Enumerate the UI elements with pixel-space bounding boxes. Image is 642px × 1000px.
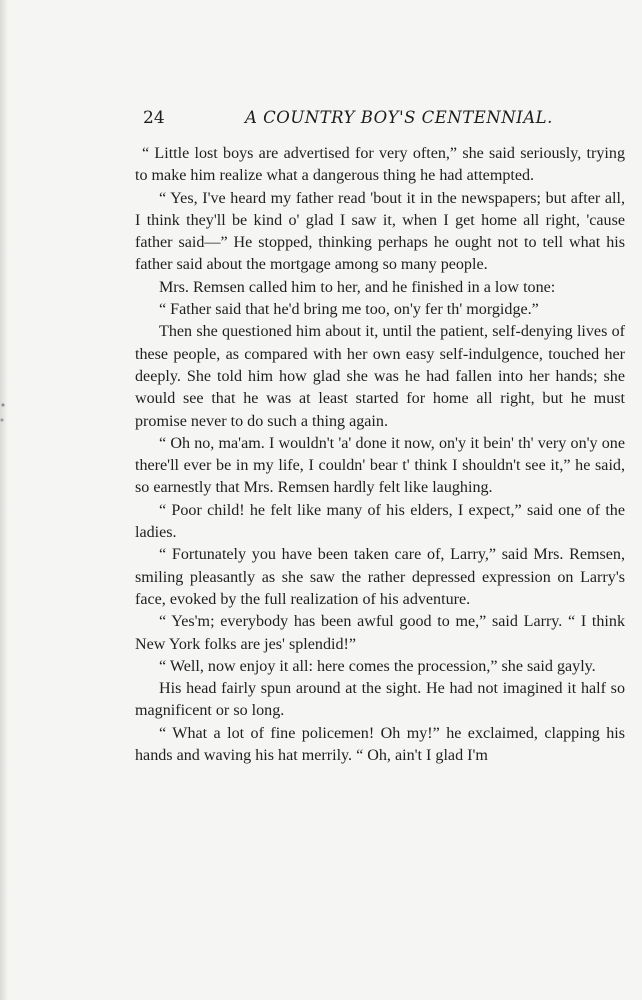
paragraph: Mrs. Remsen called him to her, and he finished in a low tone: <box>159 278 556 296</box>
page-header <box>143 106 553 134</box>
page-number: 24 <box>143 108 165 128</box>
paragraph: “ Fortunately you have been taken care of, Larry,” said Mrs. Remsen, smiling pleasantly as she saw the rather depressed expression on Larry's face, evoked by the full realization of his adventure. <box>135 546 625 608</box>
paragraph: “ Poor child! he felt like many of his elders, I expect,” said one of the ladies. <box>135 501 625 542</box>
paper-specks <box>0 395 6 435</box>
paragraph: “ What a lot of fine policemen! Oh my!” he exclaimed, clapping his hands and waving his hat merrily. “ Oh, ain't I glad I'm <box>135 724 625 765</box>
running-title: A COUNTRY BOY'S CENTENNIAL. <box>245 108 553 127</box>
paragraph: “ Father said that he'd bring me too, on'y fer th' morgidge.” <box>159 301 539 319</box>
paragraph: Then she questioned him about it, until the patient, self-denying lives of these people, as compared with her own easy self-indulgence, touched her deeply. She told him how glad she was he had fallen into her hands; she would see that he was at least started for home all right, but he must promise never to do such a thing again. <box>135 323 625 430</box>
paragraph: His head fairly spun around at the sight. He had not imagined it half so magnificent or so long. <box>135 680 625 720</box>
paragraph: “ Yes'm; everybody has been awful good to me,” said Larry. “ I think New York folks are jes' splendid!” <box>135 613 625 653</box>
paragraph: “ Well, now enjoy it all: here comes the procession,” she said gayly. <box>159 657 596 675</box>
binding-shadow <box>0 0 8 1000</box>
body-text <box>135 143 625 767</box>
paragraph: “ Oh no, ma'am. I wouldn't 'a' done it now, on'y it bein' th' very on'y one there'll ever be in my life, I couldn' bear t' think I shouldn't see it,” he said, so earnestly that Mrs. Remsen hardly felt like laughing. <box>135 434 625 497</box>
paragraph: “ Little lost boys are advertised for very often,” she said seriously, trying to make him realize what a dangerous thing he had attempted. <box>135 145 625 185</box>
paragraph: “ Yes, I've heard my father read 'bout it in the newspapers; but after all, I think they'll be kind o' glad I saw it, when I get home all right, 'cause father said—” He stopped, thinking perhaps he ought not to tell what his father said about the mortgage among so many people. <box>135 189 625 274</box>
